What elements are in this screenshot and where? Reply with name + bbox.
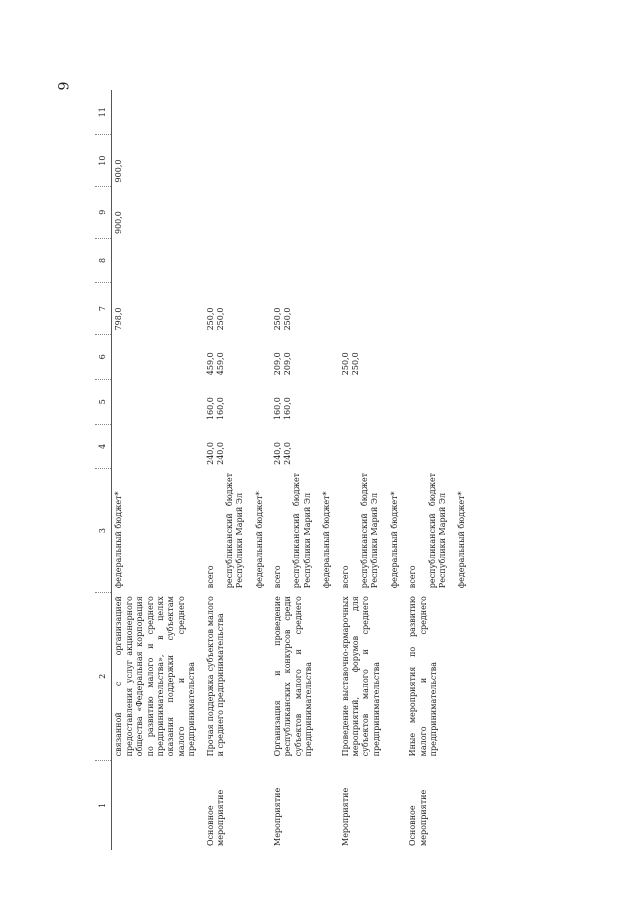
cell-text: Мероприятие	[273, 787, 283, 846]
row-spacer	[470, 90, 474, 850]
budget-table	[95, 90, 474, 850]
cell-col-10	[112, 135, 200, 187]
cell-col-6	[339, 334, 403, 379]
cell-line: 459,0	[215, 352, 225, 376]
cell-line: 160,0	[283, 397, 293, 421]
cell-line: 240,0	[283, 441, 293, 465]
cell-text: Основное мероприятие	[205, 789, 225, 846]
cell-line: всего	[205, 565, 215, 589]
cell-col-10	[406, 135, 470, 187]
cell-line: всего	[273, 565, 283, 589]
cell-line: 798,0	[114, 307, 124, 331]
cell-col-2	[204, 592, 268, 760]
cell-line: всего	[408, 565, 418, 589]
cell-line: республиканский бюджет Республики Марий Эл	[292, 472, 312, 589]
header-row	[95, 90, 112, 850]
cell-text: Иные мероприятия по развитию малого и среднего предпринимательства	[408, 596, 438, 757]
cell-col-9	[204, 186, 268, 238]
cell-col-3	[112, 469, 200, 592]
cell-col-11	[406, 90, 470, 135]
table-row	[339, 90, 403, 850]
cell-col-9	[112, 186, 200, 238]
cell-line: республиканский бюджет Республики Марий Эл	[360, 472, 380, 589]
cell-col-3	[406, 469, 470, 592]
cell-col-5	[271, 379, 335, 424]
col-header-1: 1	[95, 760, 112, 850]
cell-line: федеральный бюджет*	[254, 491, 264, 589]
cell-col-3	[204, 469, 268, 592]
cell-col-9	[406, 186, 470, 238]
cell-line: 209,0	[273, 352, 283, 376]
cell-col-5	[204, 379, 268, 424]
col-header-8: 8	[95, 238, 112, 283]
cell-col-7	[112, 283, 200, 335]
cell-col-5	[339, 379, 403, 424]
cell-col-2	[406, 592, 470, 760]
cell-col-7	[204, 283, 268, 335]
cell-col-9	[339, 186, 403, 238]
cell-text: Основное мероприятие	[408, 789, 428, 846]
cell-col-8	[271, 238, 335, 283]
cell-col-4	[112, 424, 200, 469]
cell-col-8	[406, 238, 470, 283]
cell-line: 900,0	[114, 159, 124, 183]
cell-col-6	[271, 334, 335, 379]
cell-col-10	[204, 135, 268, 187]
col-header-7: 7	[95, 283, 112, 335]
cell-col-7	[406, 283, 470, 335]
cell-col-3	[339, 469, 403, 592]
table-row	[112, 90, 200, 850]
cell-line: всего	[340, 565, 350, 589]
cell-col-6	[112, 334, 200, 379]
cell-line: 250,0	[215, 307, 225, 331]
cell-col-9	[271, 186, 335, 238]
cell-line: 160,0	[205, 397, 215, 421]
cell-line: республиканский бюджет Республики Марий Эл	[427, 472, 447, 589]
cell-col-10	[339, 135, 403, 187]
cell-col-5	[112, 379, 200, 424]
cell-col-11	[112, 90, 200, 135]
table-row	[271, 90, 335, 850]
cell-line: 250,0	[273, 307, 283, 331]
cell-line: 250,0	[205, 307, 215, 331]
cell-line: республиканский бюджет Республики Марий Эл	[224, 472, 245, 589]
cell-line: федеральный бюджет*	[322, 491, 332, 589]
cell-col-1	[339, 760, 403, 850]
cell-line: федеральный бюджет*	[457, 491, 467, 589]
cell-col-1	[271, 760, 335, 850]
col-header-6: 6	[95, 334, 112, 379]
cell-col-11	[339, 90, 403, 135]
cell-col-4	[271, 424, 335, 469]
cell-col-10	[271, 135, 335, 187]
table-row	[406, 90, 470, 850]
cell-col-6	[204, 334, 268, 379]
cell-col-4	[204, 424, 268, 469]
col-header-5: 5	[95, 379, 112, 424]
cell-line: 250,0	[340, 352, 350, 376]
col-header-2: 2	[95, 592, 112, 760]
cell-line: 160,0	[215, 397, 225, 421]
cell-text: Организация и проведение республиканских конкурсов среди субъектов малого и среднего предпринимательства	[273, 596, 314, 757]
cell-line: 900,0	[114, 211, 124, 235]
cell-line: 160,0	[273, 397, 283, 421]
cell-line: 250,0	[283, 307, 293, 331]
col-header-4: 4	[95, 424, 112, 469]
cell-col-1	[406, 760, 470, 850]
cell-col-3	[271, 469, 335, 592]
cell-col-8	[339, 238, 403, 283]
cell-line: федеральный бюджет*	[114, 491, 124, 589]
col-header-9: 9	[95, 186, 112, 238]
cell-col-2	[339, 592, 403, 760]
cell-col-7	[339, 283, 403, 335]
col-header-10: 10	[95, 135, 112, 187]
rotated-table-container	[95, 90, 525, 850]
cell-line: 459,0	[205, 352, 215, 376]
cell-col-4	[406, 424, 470, 469]
cell-col-1	[112, 760, 200, 850]
cell-text: Проведение выставочно-ярмарочных мероприятий, форумов для субъектов малого и среднего предпринимательства	[340, 596, 381, 757]
col-header-11: 11	[95, 90, 112, 135]
cell-line: 250,0	[351, 352, 361, 376]
cell-col-7	[271, 283, 335, 335]
cell-col-4	[339, 424, 403, 469]
cell-col-11	[271, 90, 335, 135]
table-body	[112, 90, 474, 850]
col-header-3: 3	[95, 469, 112, 592]
cell-line: 240,0	[273, 441, 283, 465]
page-number: 9	[56, 81, 73, 91]
cell-line: 209,0	[283, 352, 293, 376]
cell-col-11	[204, 90, 268, 135]
cell-text: Прочая поддержка субъектов малого и среднего предпринимательства	[205, 596, 225, 757]
cell-col-8	[204, 238, 268, 283]
cell-col-5	[406, 379, 470, 424]
cell-line: 240,0	[215, 441, 225, 465]
cell-col-1	[204, 760, 268, 850]
cell-col-2	[112, 592, 200, 760]
cell-col-8	[112, 238, 200, 283]
cell-text: связанной с организацией предоставления услуг акционерного общества «Федеральная корпорация по развитию малого и среднего предпринимательства», в целях оказания поддержки субъектам малого и среднего предпринимательства	[114, 596, 197, 757]
table-row	[204, 90, 268, 850]
cell-line: 240,0	[205, 441, 215, 465]
cell-text: Мероприятие	[340, 787, 350, 846]
cell-line: федеральный бюджет*	[389, 491, 399, 589]
cell-col-6	[406, 334, 470, 379]
cell-col-2	[271, 592, 335, 760]
